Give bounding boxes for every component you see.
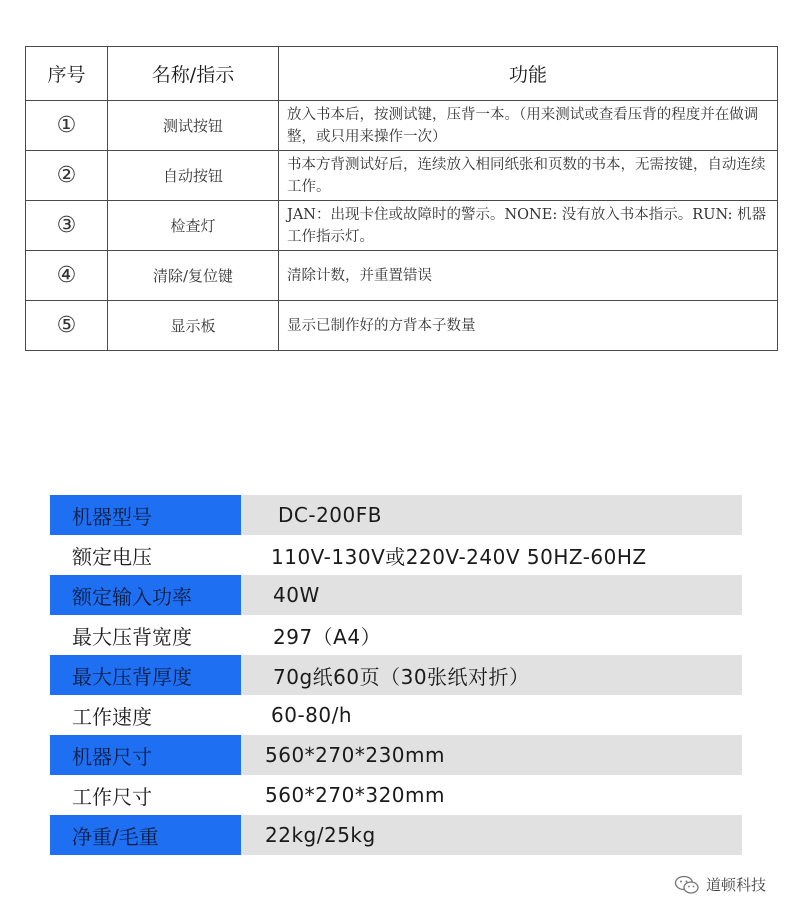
table-row <box>26 101 778 151</box>
row-number: ② <box>26 151 108 201</box>
spec-label: 最大压背厚度 <box>50 655 241 695</box>
spec-value: 40W <box>241 575 742 615</box>
watermark <box>674 874 766 895</box>
row-name: 清除/复位键 <box>108 251 279 301</box>
wechat-icon <box>674 875 700 895</box>
header-function: 功能 <box>279 47 778 101</box>
row-name: 检查灯 <box>108 201 279 251</box>
table-row <box>26 301 778 351</box>
row-description: 清除计数，并重置错误 <box>279 251 778 301</box>
spec-value: 60-80/h <box>271 703 353 727</box>
spec-row-machine-size <box>50 735 742 775</box>
spec-row-max-width <box>50 615 742 655</box>
function-table-header <box>26 47 778 101</box>
row-name: 自动按钮 <box>108 151 279 201</box>
spec-row-voltage <box>50 535 742 575</box>
spec-row-weight <box>50 815 742 855</box>
spec-label: 最大压背宽度 <box>72 624 192 649</box>
spec-label: 工作尺寸 <box>72 784 152 809</box>
spec-row-model <box>50 495 742 535</box>
row-description: 放入书本后，按测试键，压背一本。（用来测试或查看压背的程度并在做调整，或只用来操作一次） <box>279 101 778 151</box>
row-number: ③ <box>26 201 108 251</box>
spec-value: 70g纸60页（30张纸对折） <box>241 655 742 695</box>
row-number: ④ <box>26 251 108 301</box>
header-name: 名称/指示 <box>108 47 279 101</box>
row-name: 显示板 <box>108 301 279 351</box>
spec-value: 560*270*320mm <box>265 783 445 807</box>
spec-row-power <box>50 575 742 615</box>
spec-label: 净重/毛重 <box>50 815 241 855</box>
spec-label: 额定电压 <box>72 544 152 569</box>
spec-value: DC-200FB <box>241 495 742 535</box>
spec-label: 机器尺寸 <box>50 735 241 775</box>
function-table <box>25 46 778 351</box>
row-number: ① <box>26 101 108 151</box>
table-row <box>26 151 778 201</box>
watermark-text: 道顿科技 <box>705 876 766 894</box>
spec-label: 工作速度 <box>72 704 152 729</box>
table-row <box>26 251 778 301</box>
row-description: 显示已制作好的方背本子数量 <box>279 301 778 351</box>
spec-value: 297（A4） <box>273 624 382 649</box>
spec-label: 额定输入功率 <box>50 575 241 615</box>
spec-value: 22kg/25kg <box>241 815 742 855</box>
spec-value: 110V-130V或220V-240V 50HZ-60HZ <box>271 544 647 569</box>
row-description: 书本方背测试好后，连续放入相同纸张和页数的书本，无需按键，自动连续工作。 <box>279 151 778 201</box>
spec-value: 560*270*230mm <box>241 735 742 775</box>
table-row <box>26 201 778 251</box>
spec-table <box>50 495 742 855</box>
row-name: 测试按钮 <box>108 101 279 151</box>
header-num: 序号 <box>26 47 108 101</box>
spec-row-work-size <box>50 775 742 815</box>
spec-row-max-thickness <box>50 655 742 695</box>
row-number: ⑤ <box>26 301 108 351</box>
row-description: JAN：出现卡住或故障时的警示。NONE: 没有放入书本指示。RUN: 机器工作指示灯。 <box>279 201 778 251</box>
spec-label: 机器型号 <box>50 495 241 535</box>
spec-row-speed <box>50 695 742 735</box>
